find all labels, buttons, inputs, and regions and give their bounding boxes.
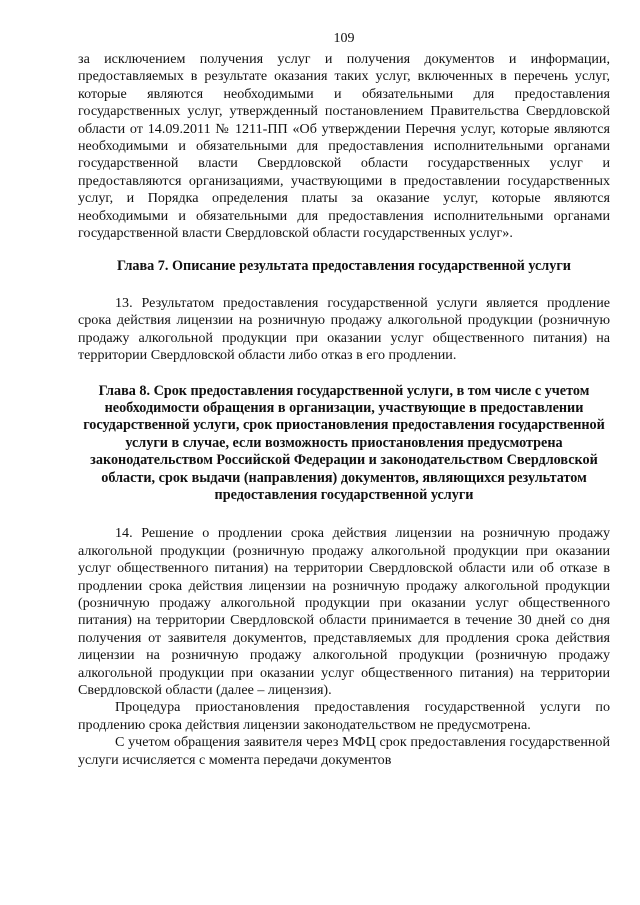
paragraph-services-exclusion: за исключением получения услуг и получения документов и информации, предоставляемых в результате оказания таких услуг, включенных в перечень услуг, которые являются необходимыми и обязательными для предоставления государственных услуг, утвержденный постановлением Правительства Свердловской области от 14.09.2011 № 1211-ПП «Об утверждении Перечня услуг, которые являются необходимыми и обязательными для предоставления исполнительными органами государственной власти Свердловской области государственных услуг и предоставляются организациями, участвующими в предоставлении государственных услуг, и Порядка определения платы за оказание услуг, которые являются необходимыми и обязательными для предоставления исполнительными органами государственной власти Свердловской области государственных услуг». — [78, 51, 610, 242]
paragraph-13-result: 13. Результатом предоставления государственной услуги является продление срока действия лицензии на розничную продажу алкогольной продукции (розничную продажу алкогольной продукции при оказании услуг общественного питания) на территории Свердловской области либо отказ в его продлении. — [78, 294, 610, 364]
paragraph-procedure-suspension: Процедура приостановления предоставления государственной услуги по продлению срока действия лицензии законодательством не предусмотрена. — [78, 699, 610, 733]
paragraph-mfc-term: С учетом обращения заявителя через МФЦ срок предоставления государственной услуги исчисляется с момента передачи документов — [78, 734, 610, 768]
page-number: 109 — [333, 31, 355, 46]
chapter-8-heading: Глава 8. Срок предоставления государственной услуги, в том числе с учетом необходимости обращения в организации, участвующие в предоставлении государственной услуги, срок приостановления предоставления государственной услуги в случае, если возможность приостановления предусмотрена законодательством Российской Федерации и законодательством Свердловской области, срок выдачи (направления) документов, являющихся результатом предоставления государственной услуги — [83, 382, 605, 503]
chapter-7-heading: Глава 7. Описание результата предоставления государственной услуги — [117, 258, 571, 275]
paragraph-14-decision: 14. Решение о продлении срока действия лицензии на розничную продажу алкогольной продукции (розничную продажу алкогольной продукции при оказании услуг общественного питания) на территории Свердловской области или об отказе в продлении срока действия лицензии на розничную продажу алкогольной продукции (розничную продажу алкогольной продукции при оказании услуг общественного питания) на территории Свердловской области принимается в течение 30 дней со дня получения от заявителя документов, представляемых для продления срока действия лицензии на розничную продажу алкогольной продукции (розничную продажу алкогольной продукции при оказании услуг общественного питания) на территории Свердловской области (далее – лицензия). — [78, 525, 610, 698]
document-page — [78, 30, 610, 769]
